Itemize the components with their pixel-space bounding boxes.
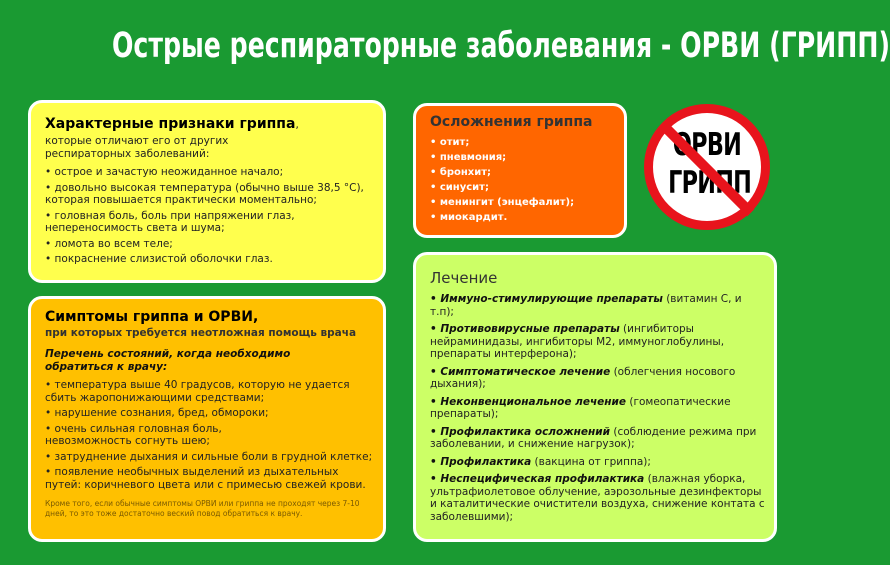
treatment-item-title: • Симптоматическое лечение bbox=[430, 365, 611, 378]
treatment-item-detail: (соблюдение режима при заболевании, и снижение нагрузок); bbox=[430, 425, 757, 450]
signs-heading-line bbox=[45, 113, 373, 132]
treatment-item-detail: (ингибиторы нейраминидазы, ингибиторы М2, иммуноглобулины, препараты интерферона); bbox=[430, 323, 725, 360]
symptoms-list-title: Перечень состояний, когда необходимо обратиться к врачу: bbox=[45, 348, 291, 373]
list-item: • острое и зачастую неожиданное начало; bbox=[45, 166, 284, 178]
list-item: • очень сильная головная боль, невозможность согнуть шею; bbox=[45, 422, 222, 447]
badge-line-1: ОРВИ bbox=[672, 127, 742, 163]
list-item: • ломота во всем теле; bbox=[45, 237, 173, 250]
treatment-item-detail: (облегчения носового дыхания); bbox=[430, 365, 736, 390]
treatment-item-detail: (витамин С, и т.п); bbox=[430, 293, 742, 318]
badge-line-2: ГРИПП bbox=[668, 165, 752, 201]
list-item: • отит; bbox=[430, 137, 470, 148]
complications-panel bbox=[413, 103, 627, 238]
list-item: • появление необычных выделений из дыхательных путей: коричневого цвета или с примесью свежей крови. bbox=[45, 466, 366, 491]
symptoms-subtitle: при которых требуется неотложная помощь врача bbox=[45, 327, 357, 339]
list-item bbox=[430, 396, 766, 421]
list-item: • покраснение слизистой оболочки глаз. bbox=[45, 253, 273, 265]
treatment-panel bbox=[413, 252, 777, 542]
list-item: • миокардит. bbox=[430, 212, 508, 223]
no-flu-sign-icon bbox=[644, 104, 770, 230]
treatment-item-detail: (гомеопатические препараты); bbox=[430, 395, 731, 420]
list-item bbox=[430, 473, 766, 523]
list-item bbox=[430, 426, 766, 451]
signs-subtitle: которые отличают его от других респираторных заболеваний: bbox=[45, 135, 229, 160]
list-item: • нарушение сознания, бред, обмороки; bbox=[45, 407, 269, 419]
list-item bbox=[430, 366, 766, 391]
signs-heading-comma: , bbox=[295, 119, 299, 131]
signs-panel bbox=[28, 100, 386, 283]
list-item: • пневмония; bbox=[430, 152, 507, 163]
treatment-item-title: • Иммуно-стимулирующие препараты bbox=[430, 293, 663, 305]
symptoms-footnote: Кроме того, если обычные симптомы ОРВИ или гриппа не проходят через 7-10 дней, то это тоже достаточно веский повод обратиться к врачу. bbox=[45, 499, 360, 518]
treatment-item-title: • Профилактика осложнений bbox=[430, 425, 611, 438]
treatment-item-title: • Противовирусные препараты bbox=[430, 323, 620, 335]
list-item: • синусит; bbox=[430, 182, 489, 193]
signs-heading: Характерные признаки гриппа bbox=[45, 116, 296, 132]
treatment-item-title: • Неконвенциональное лечение bbox=[430, 395, 627, 408]
complications-heading: Осложнения гриппа bbox=[430, 114, 593, 130]
treatment-heading: Лечение bbox=[430, 269, 498, 287]
list-item: • бронхит; bbox=[430, 167, 492, 178]
page-title: Острые респираторные заболевания - ОРВИ (ГРИПП) bbox=[112, 26, 890, 66]
list-item bbox=[430, 323, 766, 361]
list-item bbox=[430, 456, 766, 469]
list-item bbox=[430, 293, 766, 318]
symptoms-panel bbox=[28, 296, 386, 542]
treatment-item-title: • Неспецифическая профилактика bbox=[430, 473, 645, 485]
list-item: • затруднение дыхания и сильные боли в грудной клетке; bbox=[45, 450, 373, 463]
treatment-item-detail: (вакцина от гриппа); bbox=[531, 455, 651, 468]
list-item: • температура выше 40 градусов, которую не удается сбить жаропонижающими средствами; bbox=[45, 379, 350, 404]
list-item: • довольно высокая температура (обычно выше 38,5 °С), которая повышается практически моментально; bbox=[45, 181, 364, 206]
list-item: • менингит (энцефалит); bbox=[430, 197, 575, 208]
symptoms-heading: Симптомы гриппа и ОРВИ, bbox=[45, 309, 259, 325]
treatment-item-title: • Профилактика bbox=[430, 455, 532, 468]
treatment-item-detail: (влажная уборка, ультрафиолетовое облучение, аэрозольные дезинфекторы и каталитические очистители воздуха, снижение контата с заболевшими); bbox=[430, 473, 765, 523]
list-item: • головная боль, боль при напряжении глаз, непереносимость света и шума; bbox=[45, 209, 295, 234]
